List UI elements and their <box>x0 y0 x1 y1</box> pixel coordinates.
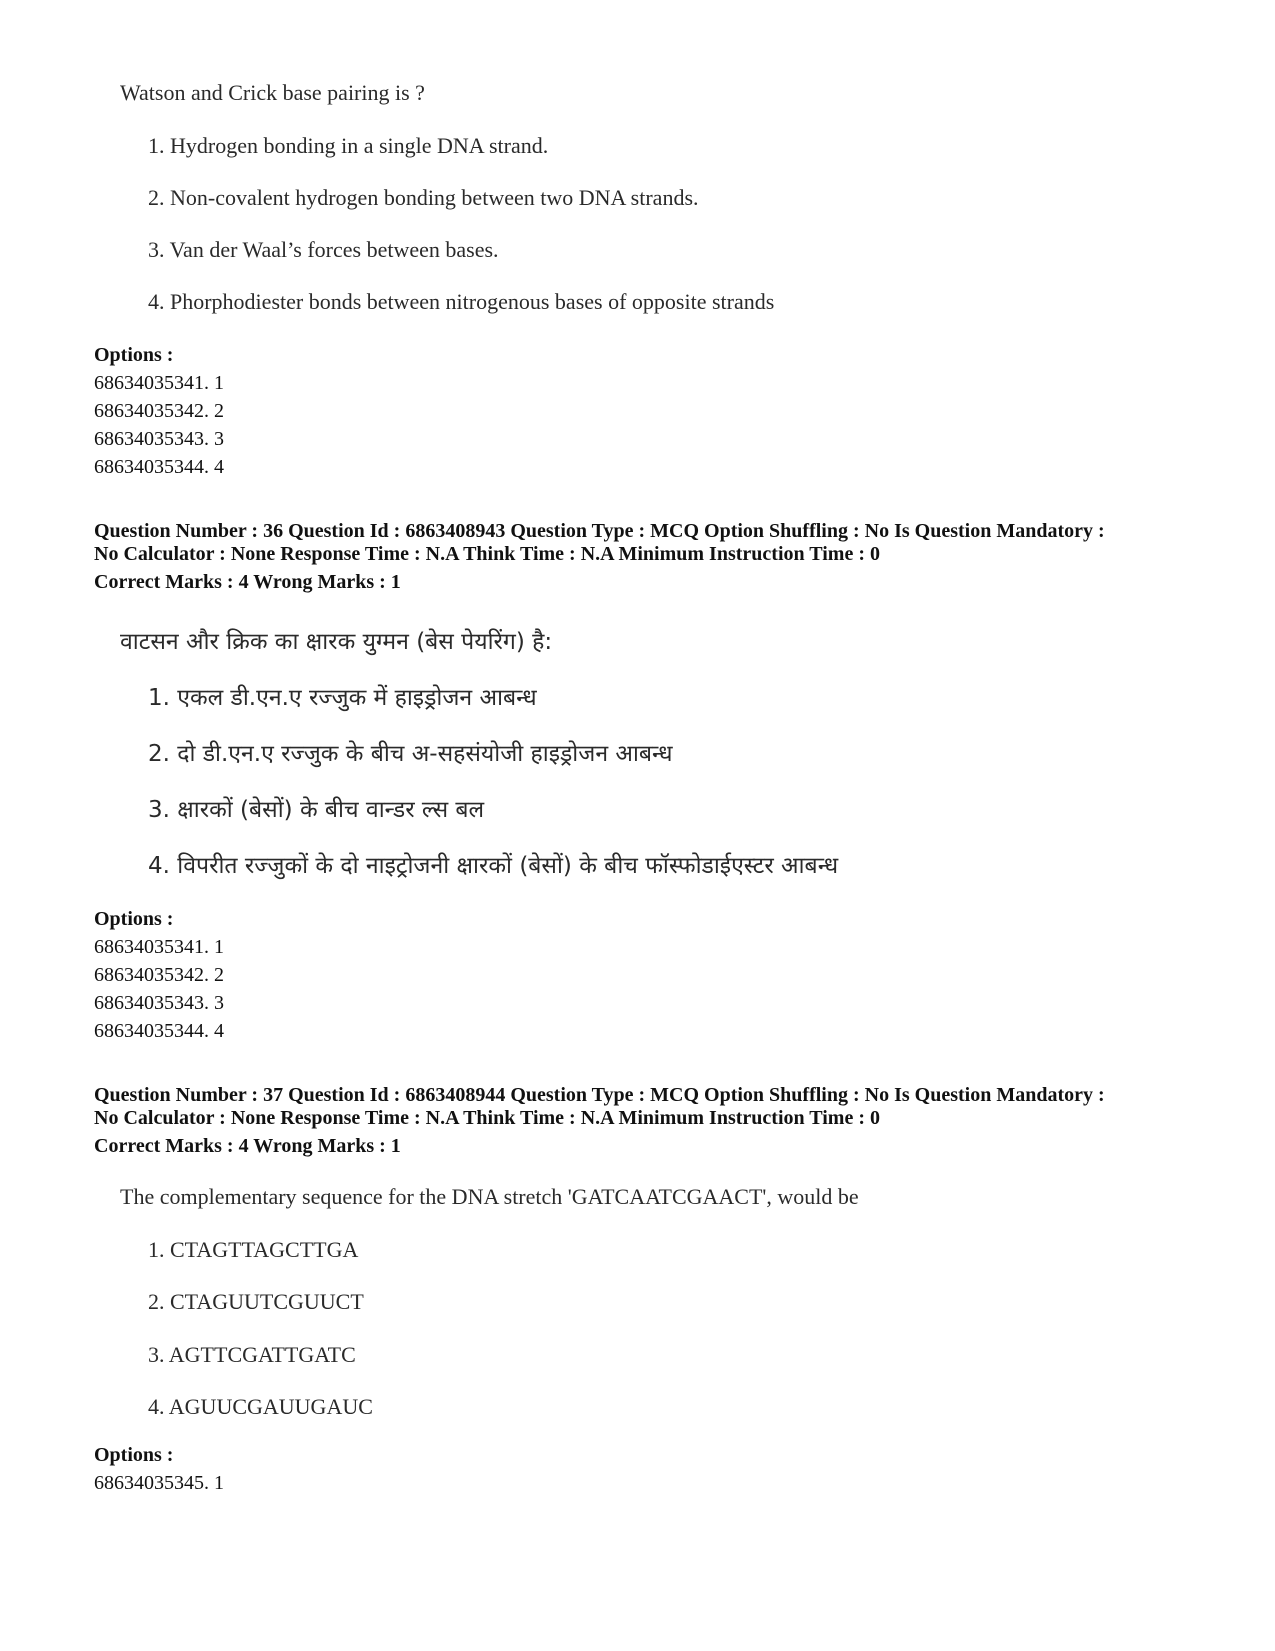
question-choice: 1. एकल डी.एन.ए रज्जुक में हाइड्रोजन आबन्ध <box>148 685 537 711</box>
question-prompt: वाटसन और क्रिक का क्षारक युग्मन (बेस पेयरिंग) है: <box>120 629 553 655</box>
question-meta: Question Number : 36 Question Id : 6863408943 Question Type : MCQ Option Shuffling : No Is Question Mandatory : <box>94 520 1105 542</box>
question-prompt: Watson and Crick base pairing is ? <box>120 80 425 105</box>
question-choice: 3. Van der Waal’s forces between bases. <box>148 237 499 262</box>
question-choice: 2. दो डी.एन.ए रज्जुक के बीच अ-सहसंयोजी हाइड्रोजन आबन्ध <box>148 741 673 767</box>
question-meta: No Calculator : None Response Time : N.A Think Time : N.A Minimum Instruction Time : 0 <box>94 543 880 565</box>
question-prompt: The complementary sequence for the DNA stretch 'GATCAATCGAACT', would be <box>120 1184 859 1209</box>
question-meta: Question Number : 37 Question Id : 6863408944 Question Type : MCQ Option Shuffling : No Is Question Mandatory : <box>94 1084 1105 1106</box>
question-choice: 2. CTAGUUTCGUUCT <box>148 1289 364 1314</box>
options-heading: Options : <box>94 1444 174 1466</box>
option-line: 68634035342. 2 <box>94 400 224 422</box>
question-meta: No Calculator : None Response Time : N.A Think Time : N.A Minimum Instruction Time : 0 <box>94 1107 880 1129</box>
option-line: 68634035343. 3 <box>94 992 224 1014</box>
option-line: 68634035345. 1 <box>94 1472 224 1494</box>
question-choice: 1. Hydrogen bonding in a single DNA strand. <box>148 133 549 158</box>
option-line: 68634035341. 1 <box>94 936 224 958</box>
options-heading: Options : <box>94 344 174 366</box>
question-marks: Correct Marks : 4 Wrong Marks : 1 <box>94 571 401 593</box>
option-line: 68634035342. 2 <box>94 964 224 986</box>
question-marks: Correct Marks : 4 Wrong Marks : 1 <box>94 1135 401 1157</box>
option-line: 68634035344. 4 <box>94 1020 224 1042</box>
option-line: 68634035344. 4 <box>94 456 224 478</box>
question-choice: 4. विपरीत रज्जुकों के दो नाइट्रोजनी क्षारकों (बेसों) के बीच फॉस्फोडाईएस्टर आबन्ध <box>148 853 839 879</box>
question-choice: 3. क्षारकों (बेसों) के बीच वान्डर ल्स बल <box>148 797 485 823</box>
question-choice: 3. AGTTCGATTGATC <box>148 1342 356 1367</box>
question-choice: 4. Phorphodiester bonds between nitrogenous bases of opposite strands <box>148 289 775 314</box>
option-line: 68634035341. 1 <box>94 372 224 394</box>
option-line: 68634035343. 3 <box>94 428 224 450</box>
question-choice: 2. Non-covalent hydrogen bonding between two DNA strands. <box>148 185 699 210</box>
question-choice: 1. CTAGTTAGCTTGA <box>148 1237 359 1262</box>
options-heading: Options : <box>94 908 174 930</box>
question-choice: 4. AGUUCGAUUGAUC <box>148 1394 373 1419</box>
